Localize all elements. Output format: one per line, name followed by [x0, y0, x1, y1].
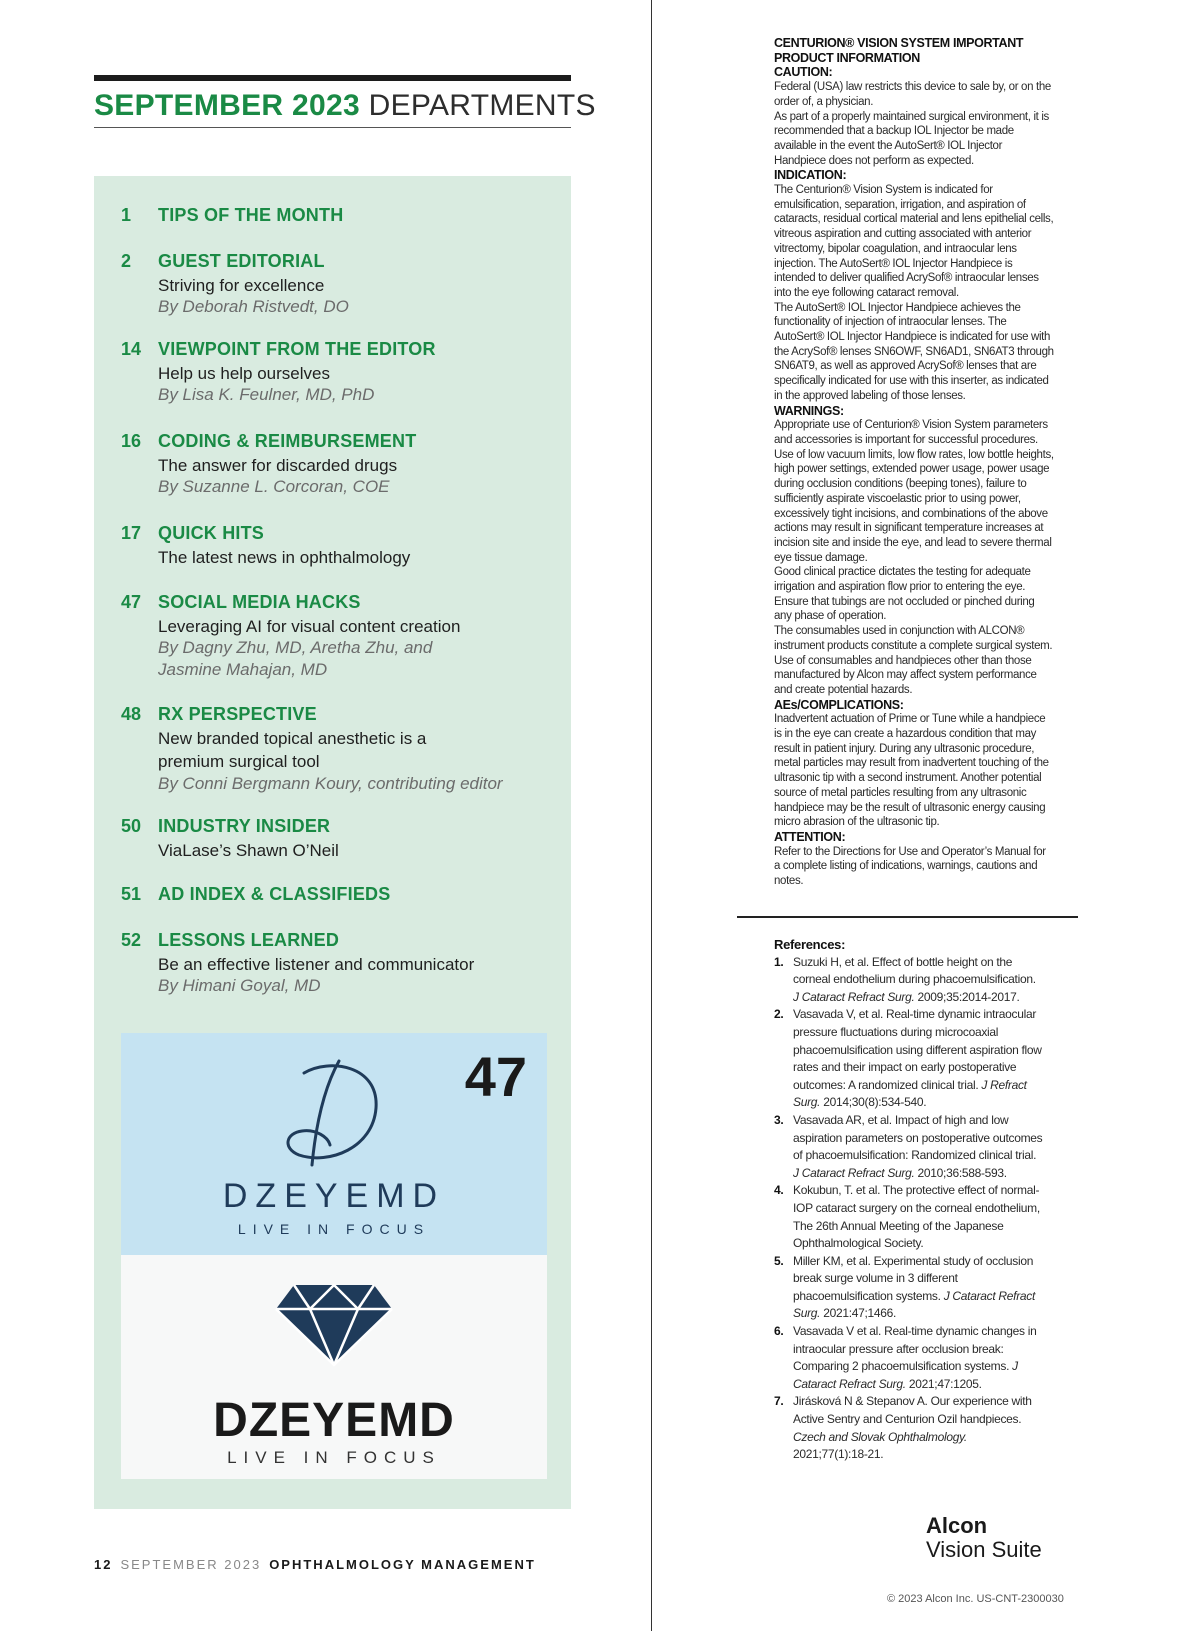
reference-journal: Czech and Slovak Ophthalmology. — [793, 1429, 967, 1444]
toc-heading[interactable]: AD INDEX & CLASSIFIEDS — [158, 884, 391, 904]
page-footer — [94, 1557, 536, 1572]
reference-text: Vasavada AR, et al. Impact of high and low aspiration parameters on postoperative outcomes of phacoemulsification: Randomized clinical trial. — [793, 1112, 1043, 1163]
copyright-notice: © 2023 Alcon Inc. US-CNT-2300030 — [887, 1593, 1064, 1605]
toc-heading[interactable]: SOCIAL MEDIA HACKS — [158, 592, 361, 612]
diamond-icon — [274, 1279, 394, 1367]
reference-text: Jirásková N & Stepanov A. Our experience with Active Sentry and Centurion Ozil handpieces. — [793, 1394, 1032, 1427]
pi-heading-warnings: WARNINGS: — [774, 403, 844, 418]
reference-text: Miller KM, et al. Experimental study of occlusion break surge volume in 3 different phacoemulsification systems. — [793, 1253, 1034, 1303]
reference-number: 5. — [774, 1253, 784, 1268]
title-rule — [94, 127, 571, 128]
reference-citation: 2021:47;1466. — [820, 1306, 897, 1321]
page-divider — [651, 0, 652, 1631]
toc-heading[interactable]: CODING & REIMBURSEMENT — [158, 431, 417, 451]
toc-heading[interactable]: TIPS OF THE MONTH — [158, 205, 344, 225]
table-of-contents — [94, 176, 571, 1509]
toc-byline: Jasmine Mahajan, MD — [158, 660, 328, 679]
reference-number: 4. — [774, 1183, 784, 1198]
alcon-logo-product: Vision Suite — [926, 1537, 1042, 1562]
ad-bottom-panel — [121, 1255, 547, 1479]
reference-citation: 2010;36:588-593. — [914, 1165, 1007, 1180]
ad-brand-bottom: DZEYEMD — [213, 1394, 455, 1447]
page-title — [94, 88, 596, 124]
references-heading: References: — [774, 937, 846, 952]
reference-number: 3. — [774, 1112, 784, 1127]
reference-item — [774, 954, 1044, 1007]
pi-title-line: PRODUCT INFORMATION — [774, 50, 920, 65]
reference-citation: 2021;77(1):18-21. — [793, 1447, 884, 1462]
toc-subtitle: Be an effective listener and communicator — [158, 955, 475, 974]
reference-item — [774, 1393, 1044, 1463]
ad-page-number: 47 — [464, 1045, 527, 1108]
reference-item — [774, 1006, 1044, 1112]
toc-heading[interactable]: INDUSTRY INSIDER — [158, 816, 331, 836]
reference-journal: J Cataract Refract Surg. — [793, 1359, 1018, 1391]
reference-number: 7. — [774, 1394, 784, 1409]
toc-heading[interactable]: RX PERSPECTIVE — [158, 704, 317, 724]
script-d-monogram-icon — [284, 1053, 389, 1173]
pi-paragraph: Refer to the Directions for Use and Operator’s Manual for a complete listing of indications, warnings, cautions and notes. — [774, 845, 1046, 888]
ad-brand-top: DZEYEMD — [222, 1177, 446, 1215]
pi-paragraph: Good clinical practice dictates the testing for adequate irrigation and aspiration flow prior to entering the eye. Ensure that tubings are not occluded or pinched during any phase of operation. — [774, 566, 1035, 623]
toc-heading[interactable]: VIEWPOINT FROM THE EDITOR — [158, 339, 436, 359]
pi-heading-caution: CAUTION: — [774, 65, 833, 80]
product-information — [774, 36, 1054, 889]
pi-paragraph: The AutoSert® IOL Injector Handpiece achieves the functionality of injection of intraocular lenses. The AutoSert® IOL Injector Handpiece is indicated for use with the AcrySof® lenses SN6OWF, SN6AD1, SN6AT3 through SN6AT9, as well as approved AcrySof® lenses that are specifically indicated for use with this inserter, as indicated in the approved labeling of those lenses. — [774, 301, 1054, 402]
reference-journal: J Cataract Refract Surg. — [793, 1165, 915, 1180]
references-list — [774, 954, 1044, 1464]
reference-citation: 2014;30(8):534-540. — [820, 1095, 927, 1110]
reference-text: Vasavada V et al. Real-time dynamic changes in intraocular pressure after occlusion break: Comparing 2 phacoemulsification systems. — [793, 1324, 1037, 1374]
pi-paragraph: The Centurion® Vision System is indicated for emulsification, separation, irrigation, and aspiration of cataracts, residual cortical material and lens epithelial cells, vitreous aspiration and cutting associated with anterior vitrectomy, bipolar coagulation, and intraocular lens injection. The AutoSert® IOL Injector Handpiece is intended to deliver qualified AcrySof® intraocular lenses into the eye following cataract removal. — [774, 184, 1054, 299]
reference-item — [774, 1253, 1044, 1323]
toc-subtitle: The latest news in ophthalmology — [158, 548, 411, 567]
toc-subtitle: New branded topical anesthetic is a — [158, 729, 427, 748]
reference-journal: J Refract Surg. — [793, 1077, 1027, 1110]
toc-heading[interactable]: QUICK HITS — [158, 523, 265, 543]
reference-journal: J Cataract Refract Surg. — [793, 1288, 1036, 1321]
footer-date: SEPTEMBER 2023 — [120, 1557, 262, 1572]
toc-subtitle: Help us help ourselves — [158, 364, 330, 383]
toc-page-number: 1 — [121, 205, 132, 225]
toc-byline: By Himani Goyal, MD — [158, 976, 321, 995]
pi-heading-indication: INDICATION: — [774, 168, 847, 183]
pi-paragraph: Federal (USA) law restricts this device to sale by, or on the order of, a physician. — [774, 81, 1051, 108]
alcon-logo-name: Alcon — [926, 1513, 988, 1538]
toc-heading[interactable]: LESSONS LEARNED — [158, 930, 340, 950]
footer-publication: OPHTHALMOLOGY MANAGEMENT — [269, 1557, 536, 1572]
reference-item — [774, 1182, 1044, 1252]
toc-subtitle: Striving for excellence — [158, 276, 325, 295]
reference-text: Kokubun, T. et al. The protective effect of normal-IOP cataract surgery on the corneal endothelium, The 26th Annual Meeting of the Japanese Ophthalmological Society. — [793, 1183, 1040, 1251]
toc-subtitle: The answer for discarded drugs — [158, 456, 398, 475]
reference-item — [774, 1112, 1044, 1182]
top-rule — [94, 75, 571, 81]
reference-citation: 2021;47:1205. — [905, 1376, 982, 1391]
pi-paragraph: Inadvertent actuation of Prime or Tune while a handpiece is in the eye can create a hazardous condition that may result in patient injury. During any ultrasonic procedure, metal particles may result from inadvertent touching of the ultrasonic tip with a second instrument. Another potential source of metal particles resulting from any ultrasonic handpiece may be the result of ultrasonic energy causing micro abrasion of the ultrasonic tip. — [774, 713, 1049, 829]
reference-citation: 2009;35:2014-2017. — [914, 989, 1020, 1004]
title-departments: DEPARTMENTS — [368, 89, 596, 122]
references — [774, 936, 1044, 1464]
toc-subtitle: premium surgical tool — [158, 752, 320, 771]
ad-tagline-top: LIVE IN FOCUS — [237, 1221, 431, 1237]
reference-text: Vasavada V, et al. Real-time dynamic intraocular pressure fluctuations during microcoaxial phacoemulsification using different aspiration flow rates and their impact on early postoperative outcomes: A randomized clinical trial. — [793, 1007, 1042, 1092]
pi-paragraph: As part of a properly maintained surgical environment, it is recommended that a backup IOL Injector be made available in the event the AutoSert® IOL Injector Handpiece does not perform as expected. — [774, 110, 1049, 167]
toc-subtitle: ViaLase’s Shawn O’Neil — [158, 841, 339, 860]
pi-heading-complications: AEs/COMPLICATIONS: — [774, 697, 904, 712]
toc-byline: By Lisa K. Feulner, MD, PhD — [158, 385, 375, 404]
toc-page-number: 51 — [121, 884, 142, 904]
reference-text: Suzuki H, et al. Effect of bottle height on the corneal endothelium during phacoemulsification. — [793, 954, 1036, 987]
title-date: SEPTEMBER 2023 — [94, 89, 360, 122]
reference-number: 1. — [774, 954, 784, 969]
pi-paragraph: The consumables used in conjunction with ALCON® instrument products constitute a complete surgical system. Use of consumables and handpieces other than those manufactured by Alcon may affect system performance and create potential hazards. — [774, 625, 1053, 696]
ad-top-panel — [121, 1033, 547, 1255]
references-rule — [737, 916, 1078, 918]
ad-tagline-bottom: LIVE IN FOCUS — [227, 1448, 441, 1467]
toc-page-number: 52 — [121, 930, 142, 950]
toc-heading[interactable]: GUEST EDITORIAL — [158, 251, 325, 271]
reference-item — [774, 1323, 1044, 1393]
toc-page-number: 14 — [121, 339, 142, 359]
toc-byline: By Deborah Ristvedt, DO — [158, 297, 349, 316]
footer-page-number: 12 — [94, 1557, 113, 1572]
reference-number: 2. — [774, 1007, 784, 1022]
toc-page-number: 47 — [121, 592, 142, 612]
toc-subtitle: Leveraging AI for visual content creation — [158, 617, 461, 636]
toc-page-number: 17 — [121, 523, 142, 543]
toc-page-number: 16 — [121, 431, 142, 451]
toc-byline: By Dagny Zhu, MD, Aretha Zhu, and — [158, 638, 433, 657]
toc-byline: By Suzanne L. Corcoran, COE — [158, 477, 390, 496]
alcon-vision-suite-logo — [926, 1514, 1042, 1562]
pi-heading-attention: ATTENTION: — [774, 829, 846, 844]
toc-page-number: 50 — [121, 816, 142, 836]
reference-number: 6. — [774, 1324, 784, 1339]
toc-page-number: 2 — [121, 251, 132, 271]
pi-paragraph: Appropriate use of Centurion® Vision System parameters and accessories is important for successful procedures. Use of low vacuum limits, low flow rates, low bottle heights, high power settings, extended power usage, power usage during occlusion conditions (beeping tones), failure to sufficiently aspirate viscoelastic prior to using power, excessively tight incisions, and combinations of the above actions may result in significant temperature increases at incision site and inside the eye, and lead to severe thermal eye tissue damage. — [774, 419, 1054, 564]
dzeyemd-ad[interactable] — [121, 1033, 547, 1479]
reference-journal: J Cataract Refract Surg. — [793, 989, 915, 1004]
toc-byline: By Conni Bergmann Koury, contributing editor — [158, 774, 503, 793]
toc-page-number: 48 — [121, 704, 142, 724]
pi-title-line: CENTURION® VISION SYSTEM IMPORTANT — [774, 36, 1024, 50]
